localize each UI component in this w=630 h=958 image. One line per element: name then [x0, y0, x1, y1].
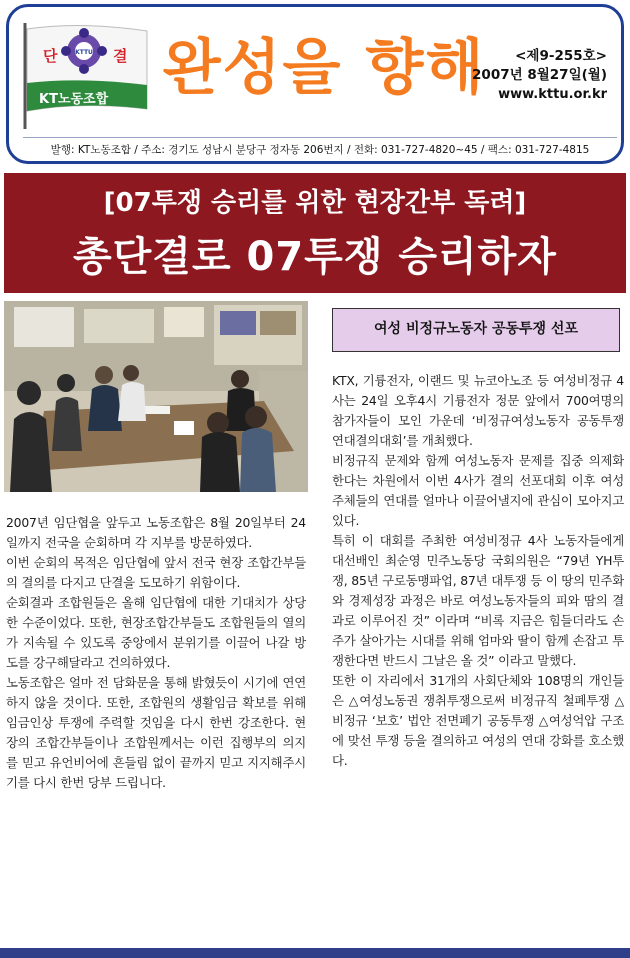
emblem-label: KTTU [75, 49, 93, 56]
flag-band-text: KT노동조합 [39, 92, 109, 107]
meeting-photo [4, 301, 308, 492]
right-paragraph: 특히 이 대회를 주최한 여성비정규 4사 노동자들에게 대선배인 최순영 민주노동당 국회의원은 “79년 YH투쟁, 85년 구로동맹파업, 87년 대투쟁 등 이 땅의 민주화와 경제성장 과정은 바로 여성노동자들의 피와 땀의 결과로 이루어진 것” 이라며 “비록 지금은 힘들더라도 손주가 살아가는 시대를 위해 엄마와 딸이 함께 손잡고 투쟁한다면 반드시 그날은 올 것” 이라고 말했다. [332, 533, 624, 668]
right-article [332, 371, 624, 771]
footer-bar [0, 948, 630, 958]
issue-date: 2007년 8월27일(월) [472, 67, 607, 83]
masthead-divider [23, 137, 617, 138]
issue-number: <제9-255호> [515, 48, 607, 64]
headline-kicker: [07투쟁 승리를 위한 현장간부 독려] [103, 188, 527, 218]
left-paragraph: 이번 순회의 목적은 임단협에 앞서 전국 현장 조합간부들의 결의를 다지고 단결을 도모하기 위함이다. [6, 555, 306, 590]
right-paragraph: KTX, 기륭전자, 이랜드 및 뉴코아노조 등 여성비정규 4사는 24일 오후4시 기륭전자 정문 앞에서 700여명의 참가자들이 모인 가운데 ‘비정규여성노동자 공동투쟁 연대결의대회’를 개최했다. [332, 373, 624, 448]
flag-text-left: 단 [43, 47, 58, 65]
website-url[interactable]: www.kttu.or.kr [498, 87, 607, 102]
masthead [6, 4, 624, 164]
left-paragraph: 2007년 임단협을 앞두고 노동조합은 8월 20일부터 24일까지 전국을 순회하며 각 지부를 방문하였다. [6, 515, 306, 550]
issue-info [472, 47, 607, 104]
left-paragraph: 순회결과 조합원들은 올해 임단협에 대한 기대치가 상당한 수준이었다. 또한, 현장조합간부들도 조합원들의 열의가 지속될 수 있도록 중앙에서 분위기를 이끌어 나갈 방도를 강구해달라고 건의하였다. [6, 595, 306, 670]
left-paragraph: 노동조합은 얼마 전 담화문을 통해 밝혔듯이 시기에 연연하지 않을 것이다. 또한, 조합원의 생활임금 확보를 위해 임금인상 투쟁에 주력할 것임을 다시 한번 강조한다. 현장의 조합간부들이나 조합원께서는 이런 집행부의 의지를 믿고 유언비어에 흔들림 없이 끝까지 믿고 지지해주시기를 다시 한번 당부 드립니다. [6, 675, 306, 790]
headline-banner [4, 173, 626, 293]
right-paragraph: 또한 이 자리에서 31개의 사회단체와 108명의 개인들은 △여성노동권 쟁취투쟁으로써 비정규직 철폐투쟁 △비정규 ‘보호’ 법안 전면폐기 공동투쟁 △여성억압 구조에 맞선 투쟁 등을 결의하고 여성의 연대 강화를 호소했다. [332, 673, 624, 768]
flag-text-right: 결 [113, 47, 128, 65]
main-headline: 총단결로 07투쟁 승리하자 [73, 234, 557, 280]
right-article-title: 여성 비정규노동자 공동투쟁 선포 [332, 308, 620, 352]
right-paragraph: 비정규직 문제와 함께 여성노동자 문제를 집중 의제화 한다는 차원에서 이번 4사가 결의 선포대회 이후 여성 주체들의 연대를 얼마나 이끌어낼지에 관심이 모아지고 있다. [332, 453, 624, 528]
union-flag-logo [21, 21, 151, 131]
newsletter-title: 완성을 향해 [162, 33, 486, 103]
left-article [6, 513, 306, 793]
publisher-info: 발행: KT노동조합 / 주소: 경기도 성남시 분당구 정자동 206번지 / 전화: 031-727-4820~45 / 팩스: 031-727-4815 [50, 144, 590, 156]
